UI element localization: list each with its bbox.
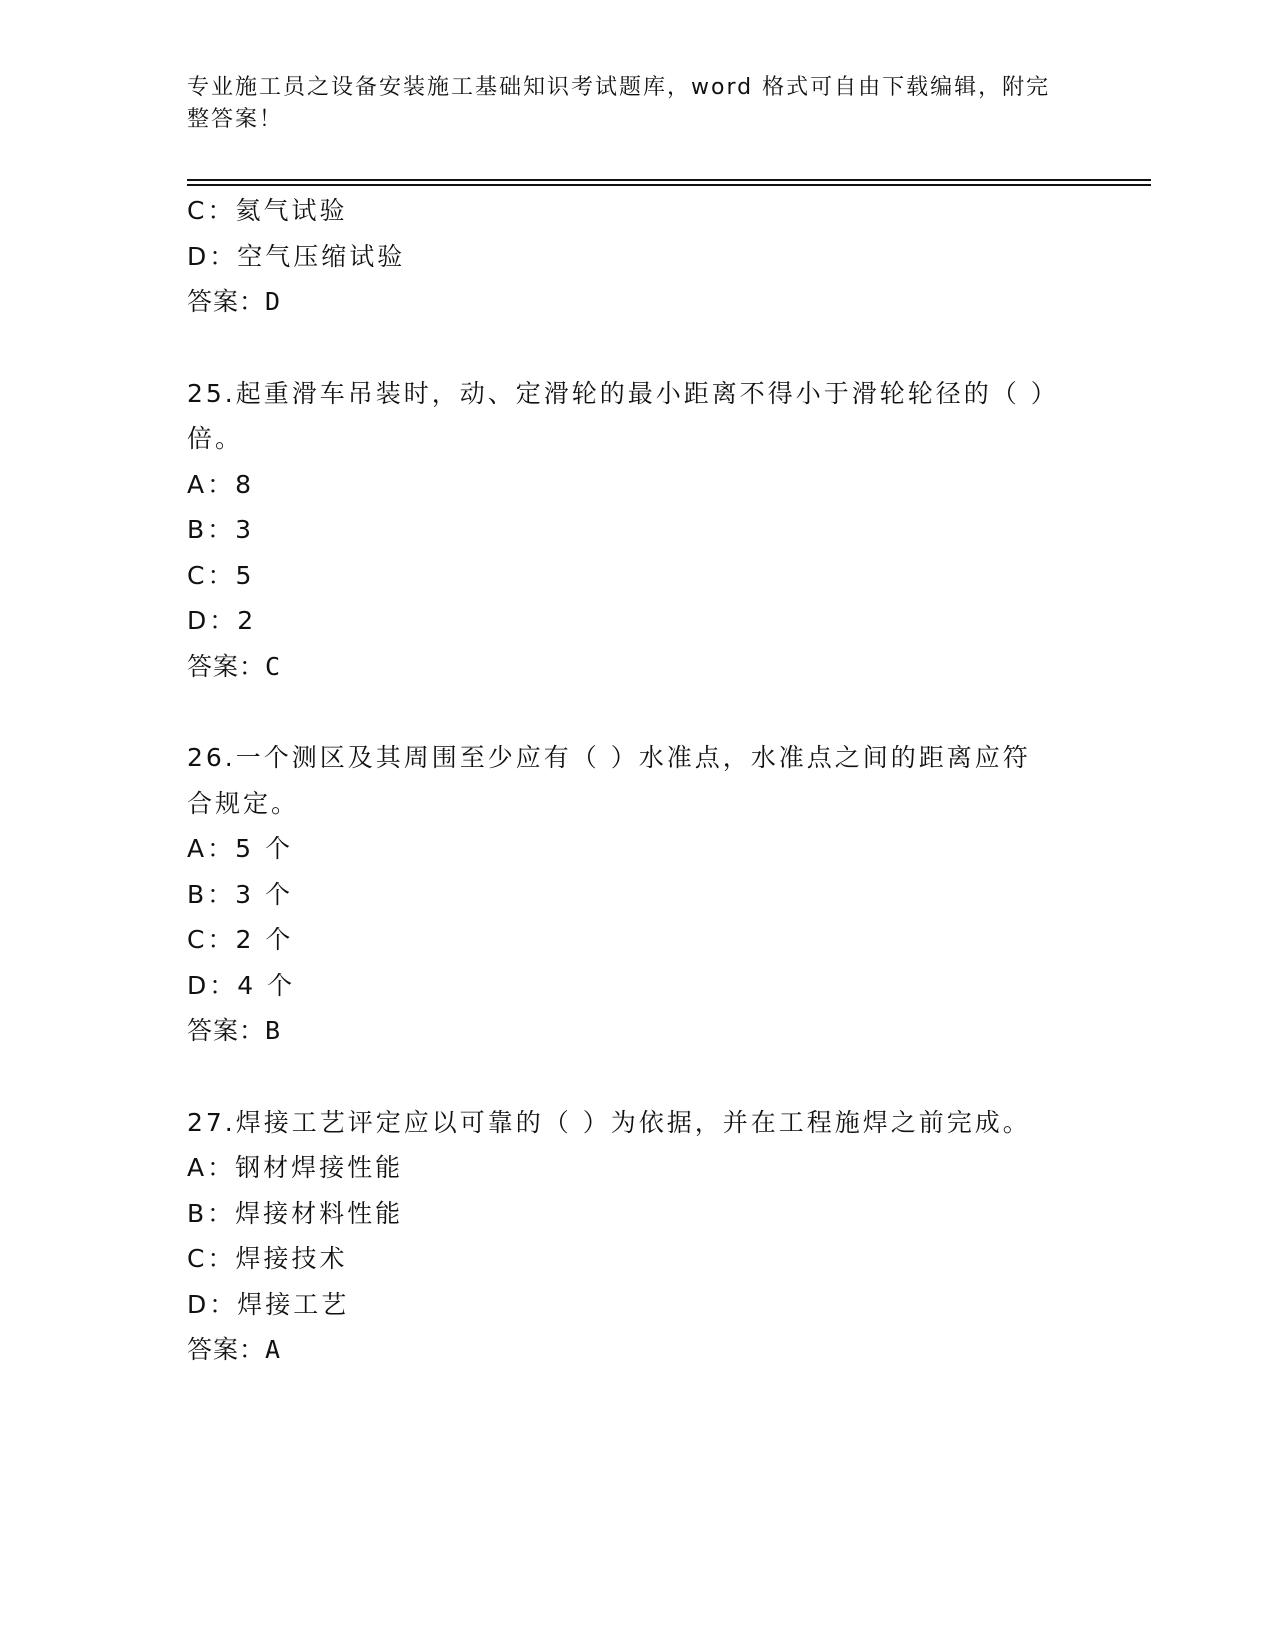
answer-line — [187, 279, 1087, 325]
question-25 — [187, 371, 1087, 690]
question-24-tail — [187, 188, 1087, 325]
question-27 — [187, 1100, 1087, 1373]
option-text: 3 个 — [235, 879, 294, 909]
option-label: C： — [187, 925, 236, 954]
option-b — [187, 872, 1087, 918]
answer-line — [187, 1008, 1087, 1054]
option-label: C： — [187, 560, 236, 590]
option-c — [187, 1236, 1087, 1282]
option-text: 5 个 — [235, 834, 293, 863]
answer-label: 答案： — [187, 651, 266, 681]
option-label: D： — [187, 606, 238, 635]
option-text: 2 — [237, 606, 257, 635]
answer-line — [187, 1327, 1087, 1373]
option-label: B： — [187, 879, 236, 909]
option-label: D： — [187, 1289, 238, 1319]
answer-label: 答案： — [187, 287, 266, 316]
answer-line — [187, 644, 1087, 690]
option-text: 2 个 — [235, 925, 294, 954]
document-header: 专业施工员之设备安装施工基础知识考试题库，word 格式可自由下载编辑，附完整答案！ — [187, 75, 1051, 132]
option-a — [187, 826, 1087, 872]
option-label: B： — [187, 515, 236, 544]
option-label: A： — [187, 469, 236, 499]
option-label: D： — [187, 970, 238, 1000]
question-stem: 26.一个测区及其周围至少应有（ ）水准点，水准点之间的距离应符合规定。 — [187, 743, 1031, 818]
option-c — [187, 553, 1087, 599]
spacer — [187, 325, 1087, 371]
option-text: 氦气试验 — [235, 196, 348, 225]
option-c — [187, 917, 1087, 963]
answer-value: A — [265, 1335, 282, 1364]
answer-value: D — [265, 287, 282, 316]
question-stem: 25.起重滑车吊装时，动、定滑轮的最小距离不得小于滑轮轮径的（ ）倍。 — [187, 378, 1047, 453]
option-b — [187, 507, 1087, 553]
option-d — [187, 598, 1087, 644]
option-text: 钢材焊接性能 — [235, 1153, 404, 1182]
option-text: 焊接材料性能 — [235, 1198, 404, 1228]
option-text: 8 — [235, 469, 255, 499]
spacer — [187, 689, 1087, 735]
option-label: C： — [187, 1244, 236, 1273]
header-divider-bottom — [187, 184, 1151, 186]
option-d — [187, 234, 1087, 280]
answer-label: 答案： — [187, 1335, 266, 1364]
header-divider-top — [187, 179, 1151, 181]
option-label: C： — [187, 196, 236, 225]
answer-value: B — [265, 1016, 282, 1045]
option-text: 4 个 — [237, 970, 296, 1000]
option-text: 3 — [235, 515, 255, 544]
option-text: 焊接工艺 — [237, 1289, 350, 1319]
option-a — [187, 462, 1087, 508]
option-c — [187, 188, 1087, 234]
option-b — [187, 1191, 1087, 1237]
option-label: D： — [187, 241, 238, 271]
spacer — [187, 1054, 1087, 1100]
option-d — [187, 1282, 1087, 1328]
question-stem: 27.焊接工艺评定应以可靠的（ ）为依据，并在工程施焊之前完成。 — [187, 1107, 1031, 1137]
option-text: 焊接技术 — [235, 1244, 348, 1273]
answer-value: C — [265, 651, 282, 681]
question-26 — [187, 735, 1087, 1054]
option-label: A： — [187, 834, 236, 863]
option-a — [187, 1145, 1087, 1191]
option-label: A： — [187, 1153, 236, 1182]
option-text: 5 — [235, 560, 255, 590]
option-label: B： — [187, 1198, 236, 1228]
option-text: 空气压缩试验 — [237, 241, 406, 271]
question-list — [187, 188, 1087, 1373]
option-d — [187, 963, 1087, 1009]
answer-label: 答案： — [187, 1016, 266, 1045]
